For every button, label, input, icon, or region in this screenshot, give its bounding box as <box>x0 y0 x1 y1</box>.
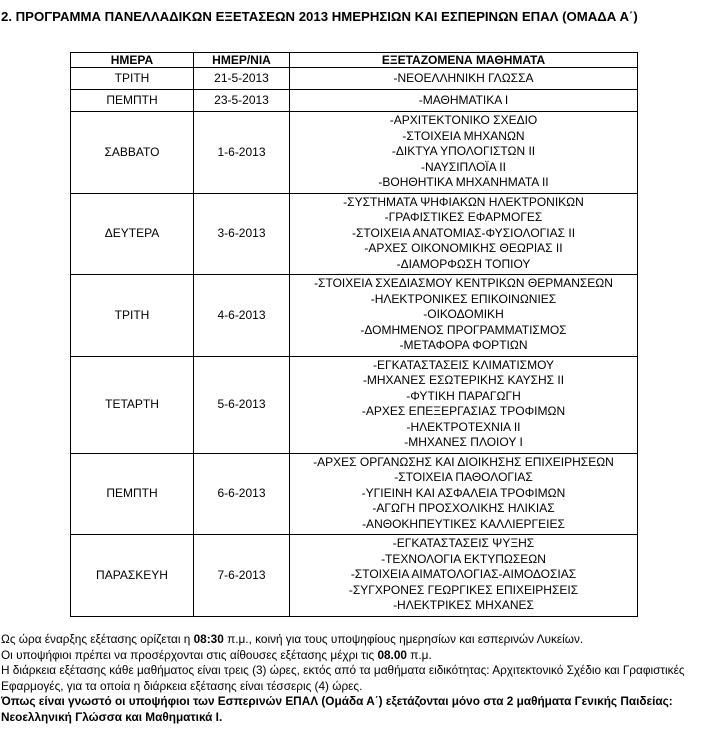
table-row <box>71 453 638 535</box>
subject-item: -ΝΕΟΕΛΛΗΝΙΚΗ ΓΛΩΣΣΑ <box>393 70 534 85</box>
note-arrival-time <box>1 648 720 664</box>
subject-item: -ΥΓΙΕΙΝΗ ΚΑΙ ΑΣΦΑΛΕΙΑ ΤΡΟΦΙΜΩΝ <box>361 485 566 500</box>
table-row <box>71 535 638 617</box>
subject-item: -ΑΡΧΕΣ ΟΡΓΑΝΩΣΗΣ ΚΑΙ ΔΙΟΙΚΗΣΗΣ ΕΠΙΧΕΙΡΗΣΕΩΝ <box>313 454 614 469</box>
note-text: π.μ., κοινή για τους υποψηφίους ημερησίων και εσπερινών Λυκείων. <box>223 632 584 646</box>
subject-item: -ΣΤΟΙΧΕΙΑ ΠΑΘΟΛΟΓΙΑΣ <box>394 470 533 484</box>
cell-date: 5-6-2013 <box>194 356 290 453</box>
table-row <box>71 68 638 90</box>
cell-day: ΤΡΙΤΗ <box>71 68 194 90</box>
subject-item: -ΣΤΟΙΧΕΙΑ ΜΗΧΑΝΩΝ <box>402 128 525 143</box>
cell-date: 23-5-2013 <box>194 90 290 112</box>
cell-day: ΠΕΜΠΤΗ <box>71 90 194 112</box>
note-text: Ως ώρα έναρξης εξέτασης ορίζεται η <box>1 632 194 646</box>
exam-schedule-table <box>70 52 638 617</box>
note-text: Οι υποψήφιοι πρέπει να προσέρχονται στις αίθουσες εξέτασης μέχρι τις <box>1 647 378 662</box>
table-header-row <box>71 53 638 68</box>
subject-item: -ΗΛΕΚΤΡΟΝΙΚΕΣ ΕΠΙΚΟΙΝΩΝΙΕΣ <box>370 291 557 306</box>
cell-subjects <box>290 356 638 453</box>
subject-item: -ΦΥΤΙΚΗ ΠΑΡΑΓΩΓΗ <box>406 388 521 403</box>
subject-item: -ΜΗΧΑΝΕΣ ΕΣΩΤΕΡΙΚΗΣ ΚΑΥΣΗΣ ΙΙ <box>362 373 565 387</box>
cell-day: ΠΕΜΠΤΗ <box>71 453 194 535</box>
subject-item: -ΜΑΘΗΜΑΤΙΚΑ Ι <box>418 92 509 107</box>
cell-subjects <box>290 535 638 617</box>
subject-item: -ΑΓΩΓΗ ΠΡΟΣΧΟΛΙΚΗΣ ΗΛΙΚΙΑΣ <box>372 501 555 515</box>
cell-date: 6-6-2013 <box>194 453 290 535</box>
note-text: π.μ. <box>406 647 432 662</box>
table-row <box>71 356 638 453</box>
cell-day: ΔΕΥΤΕΡΑ <box>71 193 194 275</box>
subject-item: -ΣΤΟΙΧΕΙΑ ΑΙΜΑΤΟΛΟΓΙΑΣ-ΑΙΜΟΔΟΣΙΑΣ <box>350 567 577 581</box>
note-duration: Η διάρκεια εξέτασης κάθε μαθήματος είναι τρεις (3) ώρες, εκτός από τα μαθήματα ειδικότητας: Αρχιτεκτονικό Σχέδιο και Γραφιστικές Εφαρμογές, για τα οποία η διάρκεια εξέτασης είναι τέσσερις (4) ώρες. <box>1 663 685 693</box>
note-time: 08.00 <box>377 647 407 662</box>
subject-item: -ΣΥΓΧΡΟΝΕΣ ΓΕΩΡΓΙΚΕΣ ΕΠΙΧΕΙΡΗΣΕΙΣ <box>348 582 579 597</box>
cell-subjects <box>290 275 638 357</box>
cell-day: ΤΕΤΑΡΤΗ <box>71 356 194 453</box>
cell-date: 4-6-2013 <box>194 275 290 357</box>
subject-item: -ΜΕΤΑΦΟΡΑ ΦΟΡΤΙΩΝ <box>399 338 528 352</box>
table-body <box>71 68 638 617</box>
subject-item: -ΓΡΑΦΙΣΤΙΚΕΣ ΕΦΑΡΜΟΓΕΣ <box>384 210 543 224</box>
cell-day: ΣΑΒΒΑΤΟ <box>71 112 194 194</box>
subject-item: -ΣΤΟΙΧΕΙΑ ΣΧΕΔΙΑΣΜΟΥ ΚΕΝΤΡΙΚΩΝ ΘΕΡΜΑΝΣΕΩΝ <box>314 276 613 290</box>
header-day: ΗΜΕΡΑ <box>71 53 194 68</box>
cell-subjects <box>290 193 638 275</box>
subject-item: -ΑΡΧΙΤΕΚΤΟΝΙΚΟ ΣΧΕΔΙΟ <box>389 113 538 127</box>
subject-item: -ΑΝΘΟΚΗΠΕΥΤΙΚΕΣ ΚΑΛΛΙΕΡΓΕΙΕΣ <box>362 516 565 531</box>
table-row <box>71 275 638 357</box>
cell-subjects <box>290 453 638 535</box>
header-subjects: ΕΞΕΤΑΖΟΜΕΝΑ ΜΑΘΗΜΑΤΑ <box>290 53 638 68</box>
subject-item: -ΣΥΣΤΗΜΑΤΑ ΨΗΦΙΑΚΩΝ ΗΛΕΚΤΡΟΝΙΚΩΝ <box>343 194 584 209</box>
note-time: 08:30 <box>193 632 224 646</box>
notes-section <box>1 632 720 726</box>
note-start-time <box>1 632 720 648</box>
cell-day: ΠΑΡΑΣΚΕΥΗ <box>71 535 194 617</box>
note-evening-schools: Όπως είναι γνωστό οι υποψήφιοι των Εσπερινών ΕΠΑΛ (Ομάδα Α΄) εξετάζονται μόνο στα 2 μαθήματα Γενικής Παιδείας: Νεοελληνική Γλώσσα και Μαθηματικά Ι. <box>1 694 673 724</box>
subject-item: -ΣΤΟΙΧΕΙΑ ΑΝΑΤΟΜΙΑΣ-ΦΥΣΙΟΛΟΓΙΑΣ ΙΙ <box>351 225 576 240</box>
cell-subjects <box>290 90 638 112</box>
table-row <box>71 90 638 112</box>
cell-day: ΤΡΙΤΗ <box>71 275 194 357</box>
subject-item: -ΑΡΧΕΣ ΟΙΚΟΝΟΜΙΚΗΣ ΘΕΩΡΙΑΣ ΙΙ <box>364 241 563 255</box>
subject-item: -ΕΓΚΑΤΑΣΤΑΣΕΙΣ ΚΛΙΜΑΤΙΣΜΟΥ <box>372 357 555 372</box>
subject-item: -ΗΛΕΚΤΡΟΤΕΧΝΙΑ ΙΙ <box>406 419 521 434</box>
table-row <box>71 193 638 275</box>
cell-date: 3-6-2013 <box>194 193 290 275</box>
subject-item: -ΤΕΧΝΟΛΟΓΙΑ ΕΚΤΥΠΩΣΕΩΝ <box>381 551 546 566</box>
cell-subjects <box>290 68 638 90</box>
subject-item: -ΗΛΕΚΤΡΙΚΕΣ ΜΗΧΑΝΕΣ <box>393 598 534 612</box>
subject-item: -ΕΓΚΑΤΑΣΤΑΣΕΙΣ ΨΥΞΗΣ <box>392 536 535 550</box>
subject-item: -ΔΟΜΗΜΕΝΟΣ ΠΡΟΓΡΑΜΜΑΤΙΣΜΟΣ <box>360 322 567 337</box>
cell-date: 21-5-2013 <box>194 68 290 90</box>
subject-item: -ΔΙΑΜΟΡΦΩΣΗ ΤΟΠΙΟΥ <box>396 256 531 271</box>
subject-item: -ΝΑΥΣΙΠΛΟΪΑ ΙΙ <box>421 159 506 174</box>
cell-date: 7-6-2013 <box>194 535 290 617</box>
subject-item: -ΑΡΧΕΣ ΕΠΕΞΕΡΓΑΣΙΑΣ ΤΡΟΦΙΜΩΝ <box>361 404 566 418</box>
subject-item: -ΜΗΧΑΝΕΣ ΠΛΟΙΟΥ Ι <box>404 435 523 449</box>
table-row <box>71 112 638 194</box>
document-title: 2. ΠΡΟΓΡΑΜΜΑ ΠΑΝΕΛΛΑΔΙΚΩΝ ΕΞΕΤΑΣΕΩΝ 2013 ΗΜΕΡΗΣΙΩΝ ΚΑΙ ΕΣΠΕΡΙΝΩΝ ΕΠΑΛ (ΟΜΑΔΑ Α΄) <box>1 9 638 24</box>
cell-date: 1-6-2013 <box>194 112 290 194</box>
subject-item: -ΟΙΚΟΔΟΜΙΚΗ <box>423 307 504 321</box>
cell-subjects <box>290 112 638 194</box>
subject-item: -ΔΙΚΤΥΑ ΥΠΟΛΟΓΙΣΤΩΝ ΙΙ <box>391 144 536 158</box>
header-date: ΗΜΕΡ/ΝΙΑ <box>194 53 290 68</box>
subject-item: -ΒΟΗΘΗΤΙΚΑ ΜΗΧΑΝΗΜΑΤΑ ΙΙ <box>378 175 549 189</box>
